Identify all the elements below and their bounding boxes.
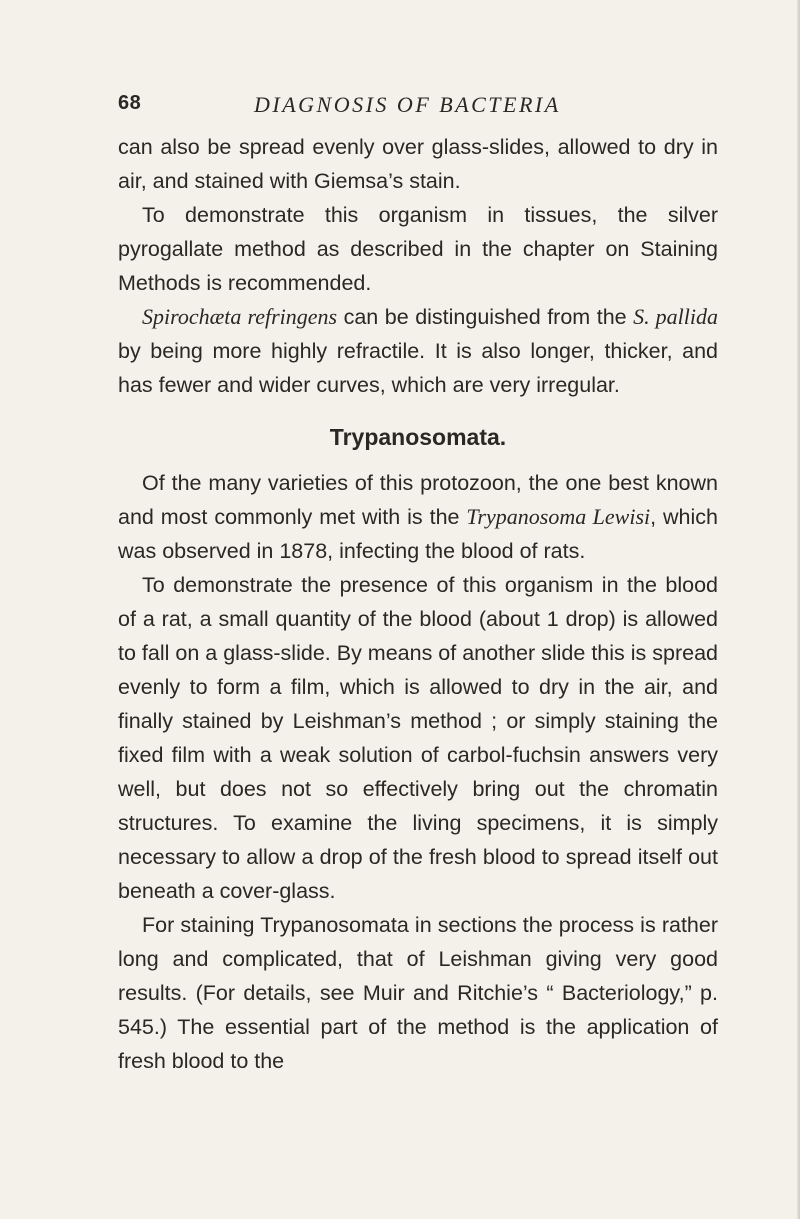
body-text [118, 130, 718, 1078]
paragraph-continued: can also be spread evenly over glass-slides, allowed to dry in air, and stained with Giemsa’s stain. [118, 135, 718, 193]
section-heading: Trypanosomata. [329, 424, 507, 450]
running-head [118, 92, 718, 122]
paragraph-text: Of the many varieties of this protozoon, the one best known and most commonly met with is the [118, 471, 718, 529]
paragraph-staining-sections: For staining Trypanosomata in sections the process is rather long and complicated, that of Leishman giving very good results. (For details, see Muir and Ritchie’s “ Bacteriology,” p. 545.) The essential part of the method is the application of fresh blood to the [118, 913, 718, 1073]
paragraph-trypanosoma-varieties [118, 466, 718, 568]
paragraph-text: by being more highly refractile. It is also longer, thicker, and has fewer and wider curves, which are very irregular. [118, 339, 718, 397]
paragraph-text: , which was observed in 1878, infecting the blood of rats. [118, 505, 718, 563]
page-number: 68 [118, 92, 142, 114]
paragraph-blood-demonstration: To demonstrate the presence of this organism in the blood of a rat, a small quantity of the blood (about 1 drop) is allowed to fall on a glass-slide. By means of another slide this is spread evenly to form a film, which is allowed to dry in the air, and finally stained by Leishman’s method ; or simply staining the fixed film with a weak solution of carbol-fuchsin answers very well, but does not so effectively bring out the chromatin structures. To examine the living specimens, it is simply necessary to allow a drop of the fresh blood to spread itself out beneath a cover-glass. [118, 573, 718, 903]
running-title: DIAGNOSIS OF BACTERIA [254, 92, 561, 117]
species-name: Spirochæta refringens [142, 304, 338, 329]
paragraph-text: can be distinguished from the [337, 305, 634, 329]
paragraph-spirochaeta-refringens [118, 300, 718, 402]
species-name: Trypanosoma Lewisi [466, 504, 651, 529]
species-name: S. pallida [633, 304, 719, 329]
paragraph-tissue-demonstration: To demonstrate this organism in tissues, the silver pyrogallate method as described in the chapter on Staining Methods is recommended. [118, 203, 718, 295]
